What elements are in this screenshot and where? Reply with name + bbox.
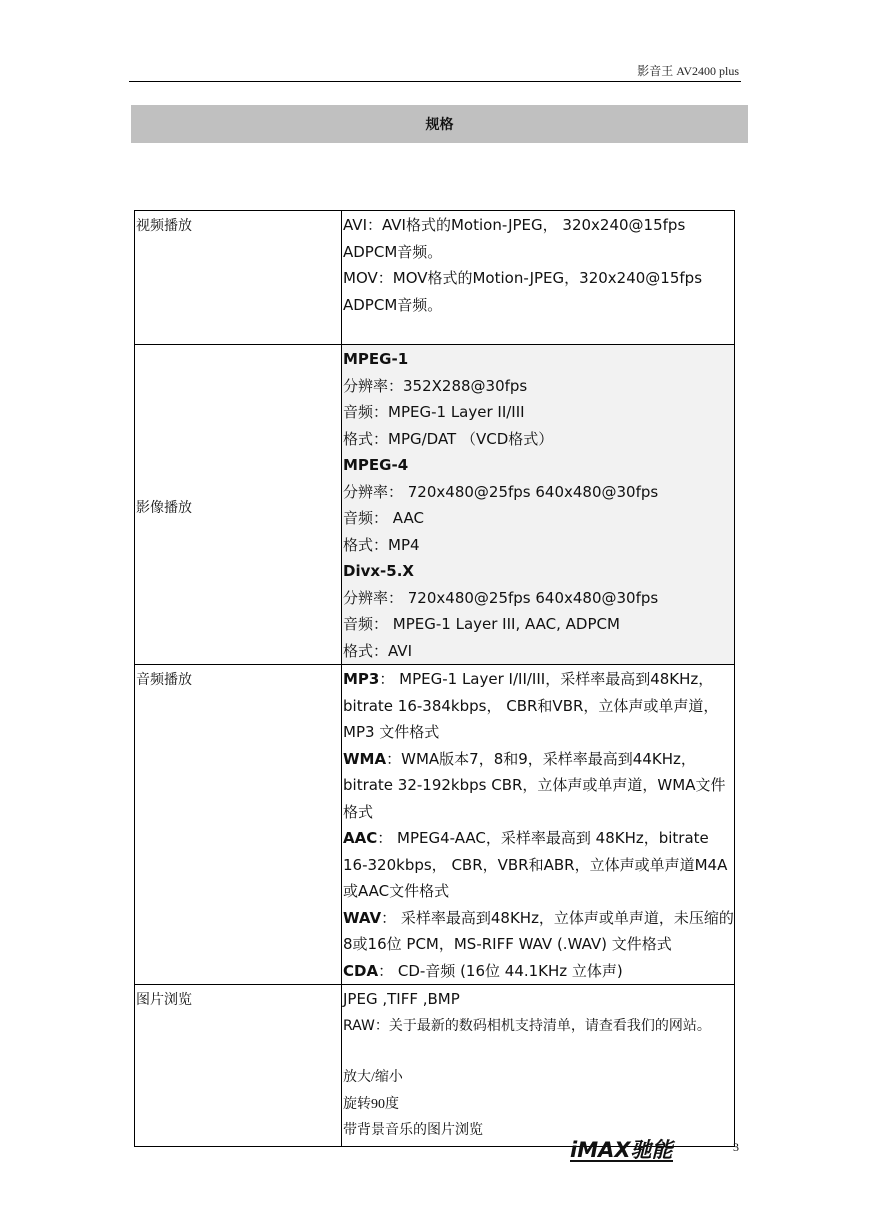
- spec-line: 分辨率： 720x480@25fps 640x480@30fps: [343, 588, 659, 607]
- row-content: [342, 985, 735, 1147]
- spec-line: 带背景音乐的图片浏览: [343, 1123, 483, 1138]
- page-number: 3: [733, 1140, 739, 1154]
- spec-line: JPEG ,TIFF ,BMP: [343, 990, 460, 1008]
- row-content: [342, 345, 735, 665]
- spec-line: RAW：关于最新的数码相机支持清单，请查看我们的网站。: [343, 1017, 711, 1034]
- format-key: AAC: [343, 829, 378, 847]
- format-text: MPEG-1 Layer I/II/III，采样率最高到48KHz，bitrate 16-384kbps， CBR和VBR，立体声或单声道，MP3 文件格式: [343, 670, 719, 741]
- spec-line: 格式：AVI: [343, 641, 412, 660]
- spec-table: [134, 210, 735, 1147]
- section-title: 规格: [425, 118, 454, 133]
- audio-format-item: [343, 825, 734, 905]
- format-text: 采样率最高到48KHz，立体声或单声道，未压缩的8或16位 PCM，MS-RIFF WAV (.WAV) 文件格式: [343, 908, 734, 953]
- format-text: CD-音频 (16位 44.1KHz 立体声): [397, 961, 623, 980]
- format-sep: ：: [377, 829, 398, 847]
- format-key: WMA: [343, 749, 387, 768]
- format-text: WMA版本7，8和9，采样率最高到44KHz，bitrate 32-192kbps CBR，立体声或单声道，WMA文件格式: [343, 749, 726, 821]
- header-rule: [129, 81, 741, 82]
- format-key: MP3: [343, 670, 380, 688]
- format-heading: MPEG-1: [343, 350, 409, 368]
- table-row: [135, 665, 735, 985]
- format-sep: ：: [381, 908, 401, 927]
- spec-line: 音频： AAC: [343, 509, 424, 527]
- logo-text: iMAX驰能: [570, 1138, 673, 1162]
- format-sep: ：: [378, 961, 398, 980]
- audio-format-item: [343, 666, 734, 746]
- imax-logo: [570, 1138, 673, 1162]
- spec-line: 放大/缩小: [343, 1070, 403, 1085]
- format-key: WAV: [343, 908, 382, 927]
- table-row: [135, 345, 735, 665]
- spec-line: 格式：MP4: [343, 535, 420, 554]
- spec-line: 音频： MPEG-1 Layer III, AAC, ADPCM: [343, 615, 620, 633]
- section-title-bar: [131, 105, 748, 143]
- spec-line: ADPCM音频。: [343, 295, 443, 314]
- format-heading: MPEG-4: [343, 456, 409, 474]
- spec-line: AVI：AVI格式的Motion-JPEG， 320x240@15fps: [343, 216, 686, 234]
- format-sep: ：: [379, 670, 400, 688]
- audio-format-item: [343, 958, 734, 985]
- spec-line-blank: [343, 1039, 734, 1065]
- spec-line: 格式：MPG/DAT （VCD格式）: [343, 429, 554, 448]
- format-text: MPEG4-AAC，采样率最高到 48KHz，bitrate 16-320kbps， CBR，VBR和ABR，立体声或单声道M4A或AAC文件格式: [343, 829, 728, 900]
- table-row: [135, 985, 735, 1147]
- format-heading: Divx-5.X: [343, 562, 414, 580]
- spec-line: MOV：MOV格式的Motion-JPEG，320x240@15fps: [343, 269, 703, 287]
- spec-line: 分辨率：352X288@30fps: [343, 376, 528, 395]
- table-row: [135, 211, 735, 345]
- row-label: 图片浏览: [135, 985, 342, 1147]
- format-sep: ：: [386, 749, 402, 768]
- spec-line: 分辨率： 720x480@25fps 640x480@30fps: [343, 482, 659, 501]
- row-content: [342, 211, 735, 345]
- spec-line: ADPCM音频。: [343, 242, 443, 261]
- row-label: 影像播放: [135, 345, 342, 665]
- row-label: 视频播放: [135, 211, 342, 345]
- running-header: 影音王 AV2400 plus: [637, 64, 739, 78]
- spec-line: 音频：MPEG-1 Layer II/III: [343, 403, 525, 421]
- row-label: 音频播放: [135, 665, 342, 985]
- audio-format-item: [343, 905, 734, 958]
- audio-format-item: [343, 746, 734, 826]
- spec-line: 旋转90度: [343, 1096, 399, 1112]
- row-content: [342, 665, 735, 985]
- format-key: CDA: [343, 961, 379, 980]
